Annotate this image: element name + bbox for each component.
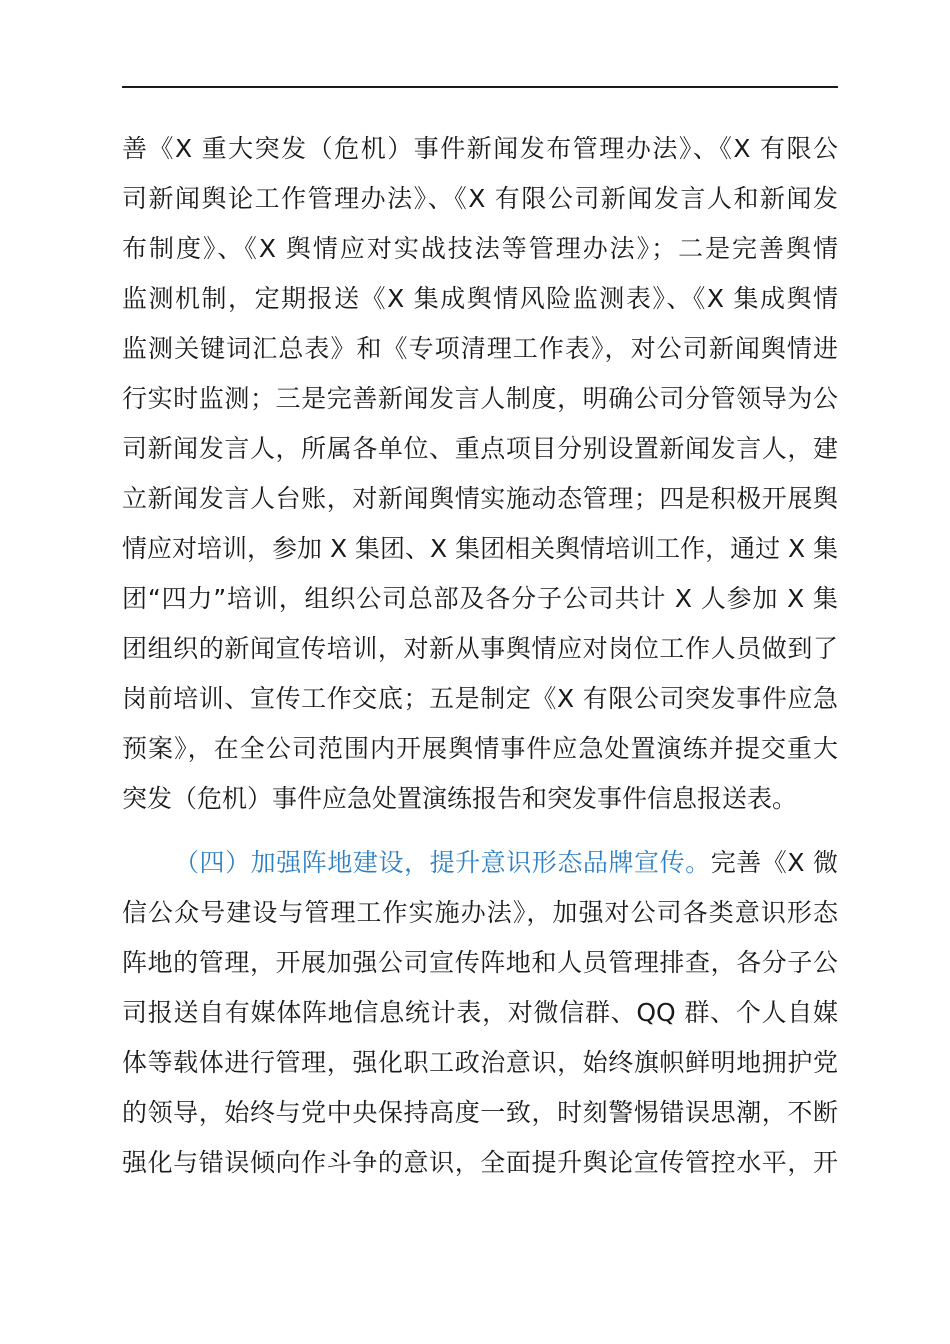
paragraph-2-line: 完善《X 微 xyxy=(710,848,838,877)
paragraph-1-line: 司新闻舆论工作管理办法》、《X 有限公司新闻发言人和新闻发 xyxy=(122,184,838,213)
paragraph-1-line: 善《X 重大突发（危机）事件新闻发布管理办法》、《X 有限公 xyxy=(122,134,838,163)
paragraph-2-line: 体等载体进行管理，强化职工政治意识，始终旗帜鲜明地拥护党 xyxy=(122,1048,838,1077)
paragraph-1-line: 团“四力”培训，组织公司总部及各分子公司共计 X 人参加 X 集 xyxy=(122,584,838,613)
paragraph-1-line: 立新闻发言人台账，对新闻舆情实施动态管理；四是积极开展舆 xyxy=(122,484,838,513)
paragraph-1-line: 布制度》、《X 舆情应对实战技法等管理办法》；二是完善舆情 xyxy=(122,234,838,263)
paragraph-1-line: 突发（危机）事件应急处置演练报告和突发事件信息报送表。 xyxy=(122,784,798,813)
paragraph-2-line: 的领导，始终与党中央保持高度一致，时刻警惕错误思潮，不断 xyxy=(122,1098,838,1127)
paragraph-2-line: 信公众号建设与管理工作实施办法》，加强对公司各类意识形态 xyxy=(122,898,838,927)
paragraph-1-line: 团组织的新闻宣传培训，对新从事舆情应对岗位工作人员做到了 xyxy=(122,634,838,663)
paragraph-1-line: 监测关键词汇总表》和《专项清理工作表》，对公司新闻舆情进 xyxy=(122,334,838,363)
paragraph-1-line: 监测机制，定期报送《X 集成舆情风险监测表》、《X 集成舆情 xyxy=(122,284,838,313)
paragraph-1-line: 情应对培训，参加 X 集团、X 集团相关舆情培训工作，通过 X 集 xyxy=(122,534,838,563)
paragraph-1-line: 岗前培训、宣传工作交底；五是制定《X 有限公司突发事件应急 xyxy=(122,684,838,713)
paragraph-2-line: 阵地的管理，开展加强公司宣传阵地和人员管理排查，各分子公 xyxy=(122,948,838,977)
header-rule xyxy=(122,86,838,88)
paragraph-1-line: 行实时监测；三是完善新闻发言人制度，明确公司分管领导为公 xyxy=(122,384,838,413)
paragraph-1-line: 预案》，在全公司范围内开展舆情事件应急处置演练并提交重大 xyxy=(122,734,838,763)
paragraph-2-line: 司报送自有媒体阵地信息统计表，对微信群、QQ 群、个人自媒 xyxy=(122,998,838,1027)
paragraph-2-line: 强化与错误倾向作斗争的意识，全面提升舆论宣传管控水平，开 xyxy=(122,1148,838,1177)
section-heading: （四）加强阵地建设，提升意识形态品牌宣传。 xyxy=(174,848,711,877)
paragraph-2-first-line xyxy=(122,838,838,888)
paragraph-1-line: 司新闻发言人，所属各单位、重点项目分别设置新闻发言人，建 xyxy=(122,434,838,463)
